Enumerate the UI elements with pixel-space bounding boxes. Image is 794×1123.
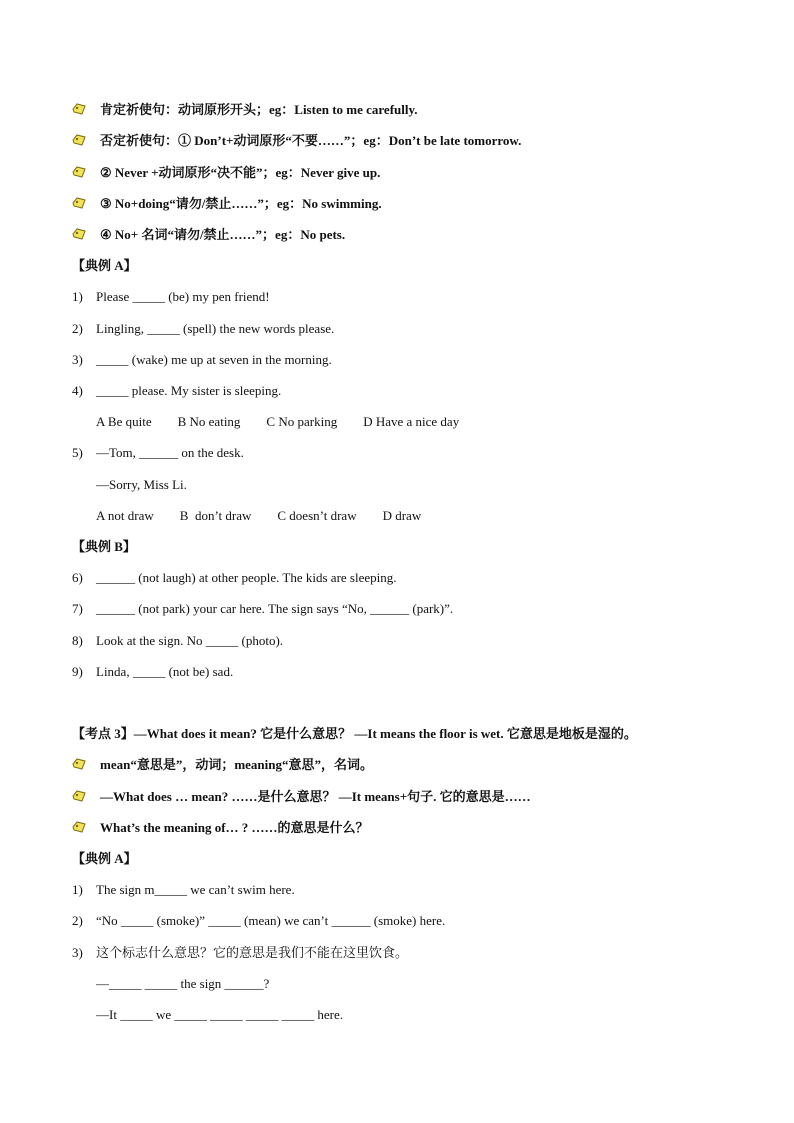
question-text: —Sorry, Miss Li. [96,477,187,492]
question-text: —Tom, ______ on the desk. [96,445,244,460]
answer-options: A not draw B don’t draw C doesn’t draw D draw [96,508,422,523]
section-heading: 【典例 A】 [72,258,137,273]
rule-text: ② Never +动词原形“决不能”；eg：Never give up. [100,165,381,180]
rule-text: ③ No+doing“请勿/禁止……”；eg：No swimming. [100,196,382,211]
question-number: 1) [72,289,83,304]
tag-bullet-icon [72,228,86,240]
question-text: —_____ _____ the sign ______? [96,976,270,991]
question-number: 3) [72,945,83,960]
tag-bullet-icon [72,197,86,209]
tag-bullet-icon [72,103,86,115]
tag-bullet-icon [72,758,86,770]
rule-text: ④ No+ 名词“请勿/禁止……”；eg：No pets. [100,227,346,242]
tag-bullet-icon [72,134,86,146]
section-heading: 【典例 A】 [72,851,137,866]
section-heading: 【考点 3】—What does it mean? 它是什么意思？ —It means the floor is wet. 它意思是地板是湿的。 [72,726,637,741]
question-text: ______ (not park) your car here. The sign says “No, ______ (park)”. [96,601,454,616]
question-text: Look at the sign. No _____ (photo). [96,633,284,648]
section-heading: 【典例 B】 [72,539,136,554]
question-text: Linda, _____ (not be) sad. [96,664,234,679]
rule-text: What’s the meaning of… ? ……的意思是什么？ [100,820,369,835]
rule-text: —What does … mean? ……是什么意思？ —It means+句子. 它的意思是…… [100,789,531,804]
tag-bullet-icon [72,821,86,833]
tag-bullet-icon [72,790,86,802]
question-number: 4) [72,383,83,398]
rule-text: mean“意思是”，动词；meaning“意思”，名词。 [100,757,374,772]
question-number: 1) [72,882,83,897]
question-text: The sign m_____ we can’t swim here. [96,882,295,897]
question-number: 9) [72,664,83,679]
question-text: Lingling, _____ (spell) the new words please. [96,321,335,336]
rule-text: 否定祈使句：① Don’t+动词原形“不要……”；eg：Don’t be late tomorrow. [100,133,522,148]
question-text: “No _____ (smoke)” _____ (mean) we can’t ______ (smoke) here. [96,913,446,928]
question-number: 2) [72,321,83,336]
question-text: 这个标志什么意思？它的意思是我们不能在这里饮食。 [96,945,409,960]
question-number: 2) [72,913,83,928]
question-number: 8) [72,633,83,648]
tag-bullet-icon [72,166,86,178]
answer-options: A Be quite B No eating C No parking D Have a nice day [96,414,460,429]
question-number: 6) [72,570,83,585]
question-number: 3) [72,352,83,367]
question-number: 5) [72,445,83,460]
question-number: 7) [72,601,83,616]
rule-text: 肯定祈使句：动词原形开头；eg：Listen to me carefully. [100,102,418,117]
question-text: _____ (wake) me up at seven in the morning. [96,352,332,367]
question-text: —It _____ we _____ _____ _____ _____ here. [96,1007,343,1022]
question-text: Please _____ (be) my pen friend! [96,289,270,304]
question-text: _____ please. My sister is sleeping. [96,383,282,398]
question-text: ______ (not laugh) at other people. The kids are sleeping. [96,570,397,585]
